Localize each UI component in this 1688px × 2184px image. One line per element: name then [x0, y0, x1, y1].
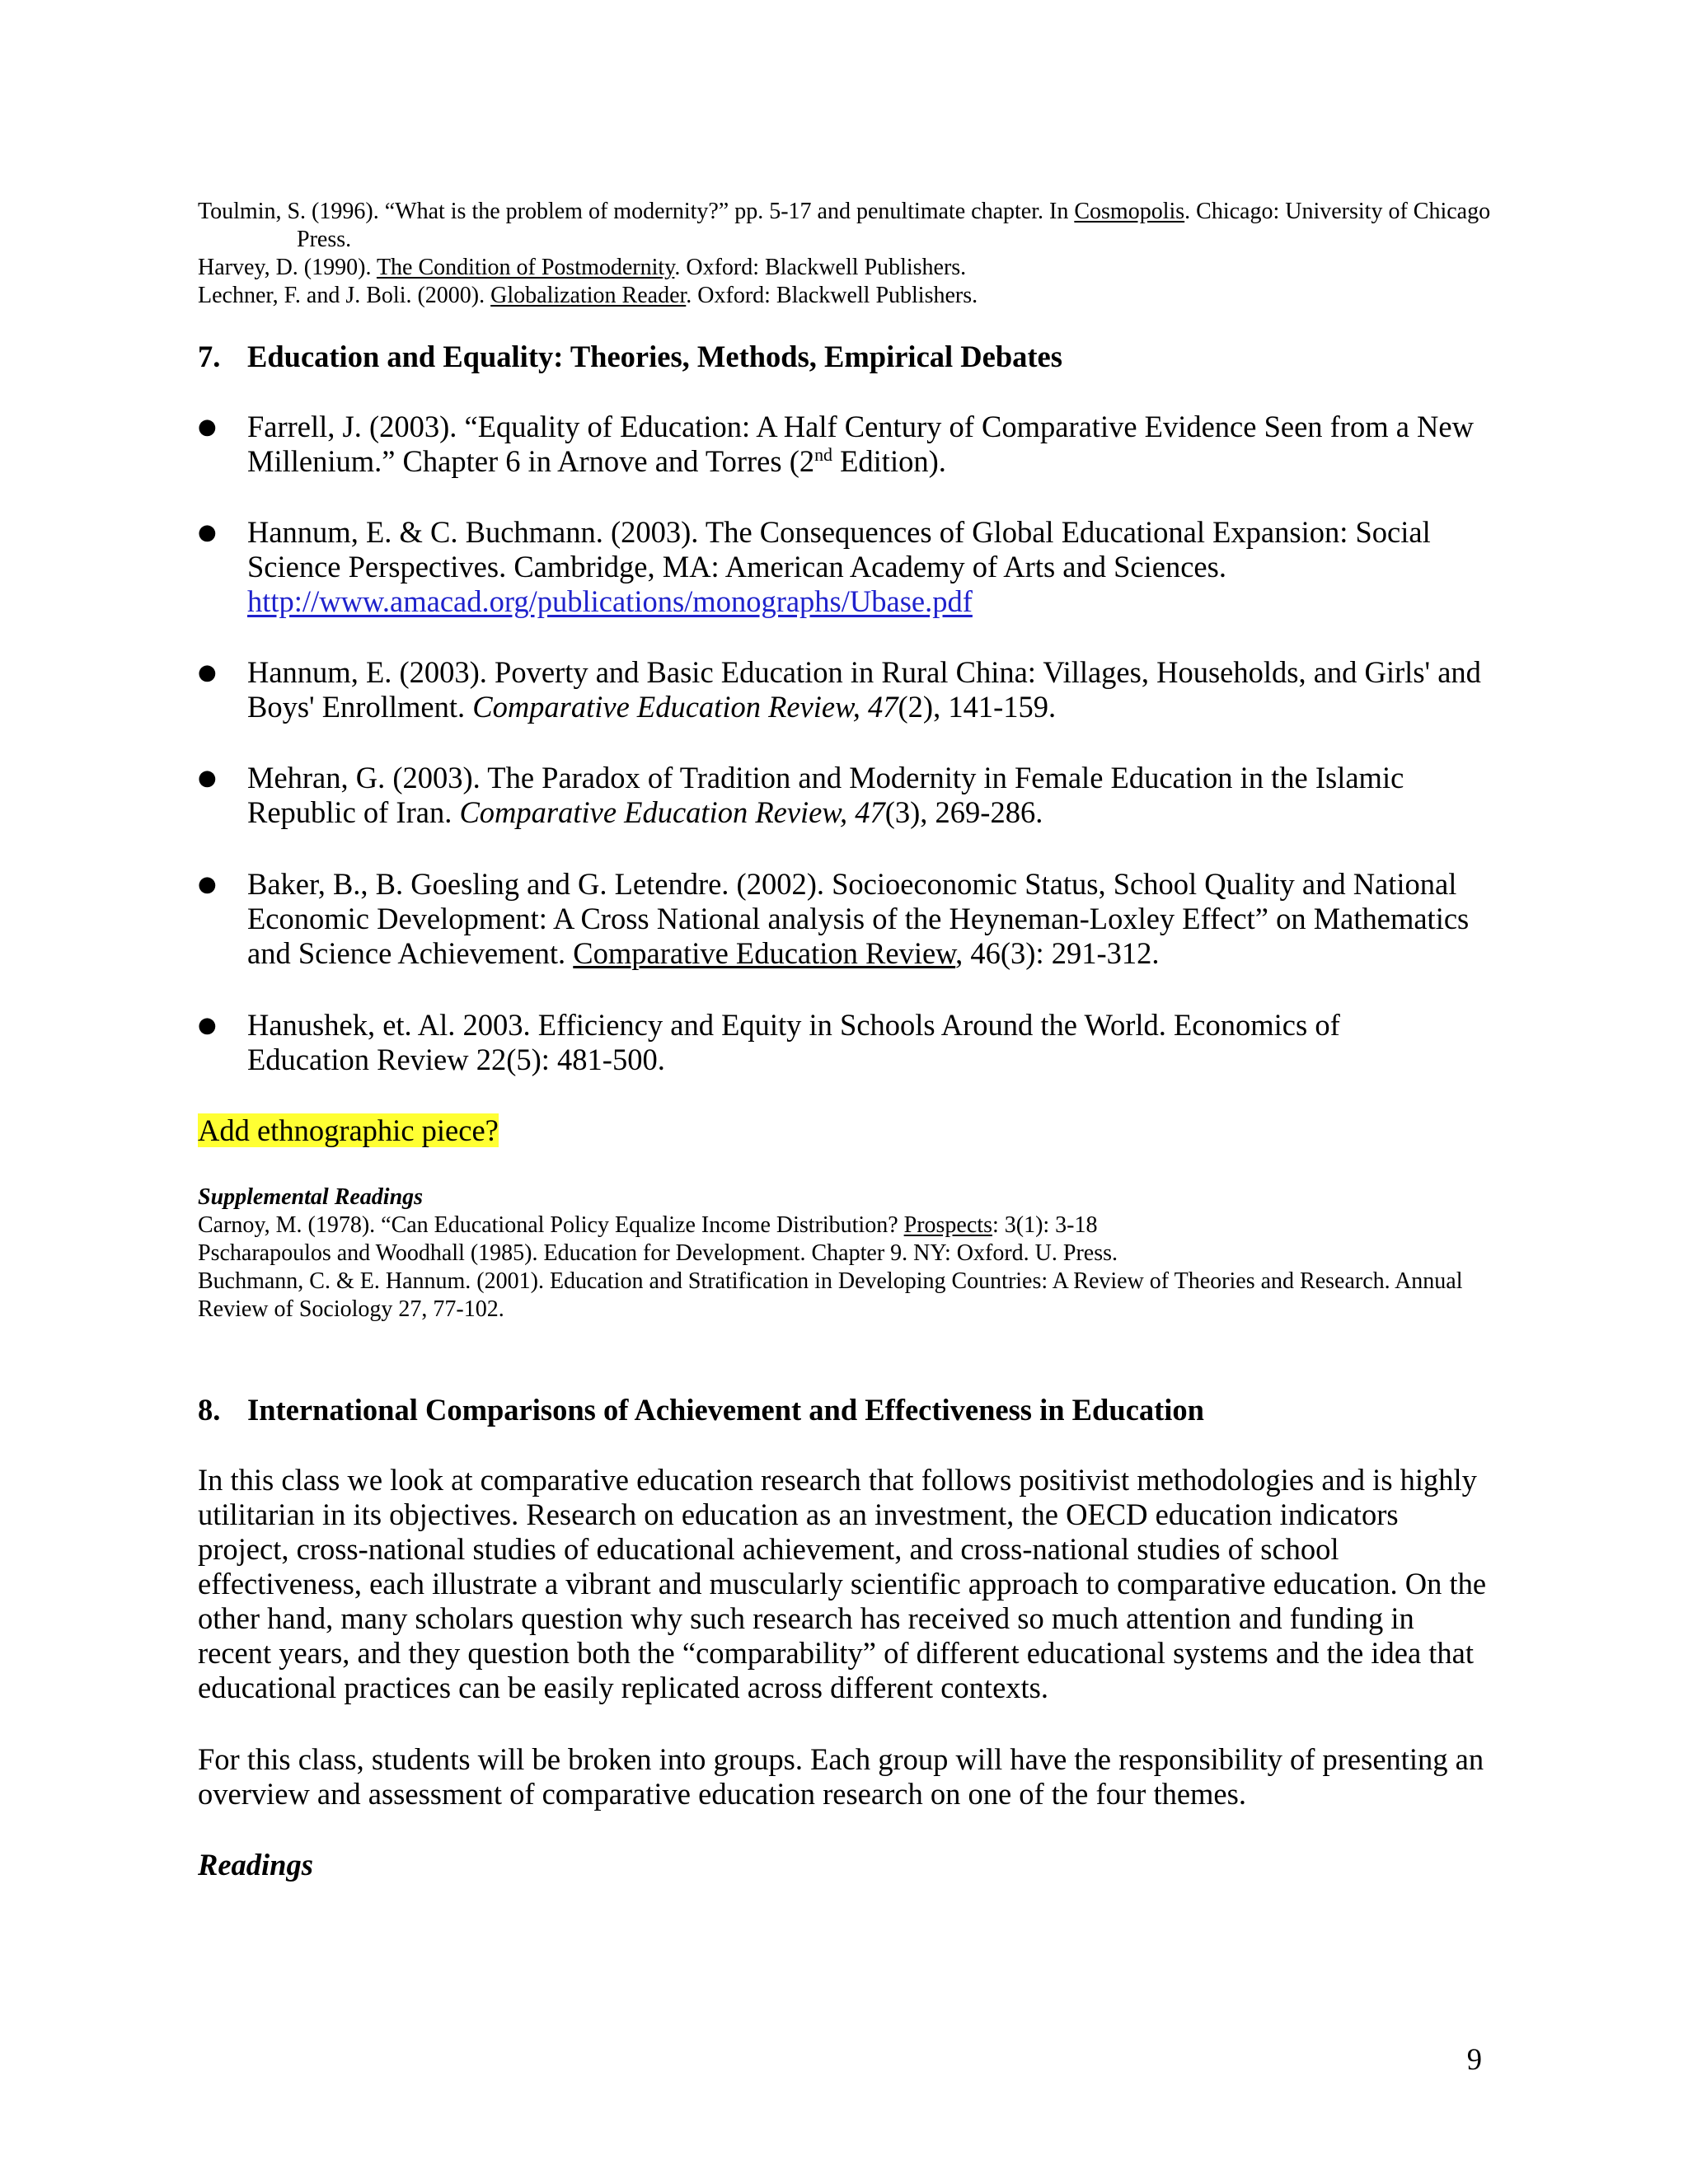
- list-item: ● Hannum, E. (2003). Poverty and Basic Education in Rural China: Villages, Households, and Girls' and Boys' Enrollment. Comparative Education Review, 47(2), 141-159.: [198, 655, 1481, 724]
- supplemental-reference-buchmann: Buchmann, C. & E. Hannum. (2001). Education and Stratification in Developing Countries: A Review of Theories and Research. Annual Review of Sociology 27, 77-102.: [198, 1268, 1463, 1322]
- section-8-groups-paragraph: For this class, students will be broken into groups. Each group will have the responsibility of presenting an overview and assessment of comparative education research on one of the four themes.: [198, 1742, 1484, 1811]
- supplemental-reference-carnoy: Carnoy, M. (1978). “Can Educational Policy Equalize Income Distribution? Prospects: 3(1): 3-18: [198, 1212, 1098, 1238]
- reference-harvey: Harvey, D. (1990). The Condition of Postmodernity. Oxford: Blackwell Publishers.: [198, 255, 967, 280]
- section-8-intro-paragraph: In this class we look at comparative education research that follows positivist methodologies and is highly utilitarian in its objectives. Research on education as an investment, the OECD education indicators project, cross-national studies of educational achievement, and cross-national studies of school effectiveness, each illustrate a vibrant and muscularly scientific approach to comparative education. On the other hand, many scholars question why such research has received so much attention and funding in recent years, and they question both the “comparability” of different educational systems and the idea that educational practices can be easily replicated across different contexts.: [198, 1463, 1487, 1704]
- bullet-icon: ●: [198, 415, 217, 439]
- list-item: ● Hannum, E. & C. Buchmann. (2003). The Consequences of Global Educational Expansion: Social Science Perspectives. Cambridge, MA: American Academy of Arts and Sciences. http://www.amacad.org/publications/monographs/Ubase.pdf: [198, 515, 1431, 618]
- section-7-heading: 7. Education and Equality: Theories, Methods, Empirical Debates: [198, 340, 1062, 373]
- bullet-icon: ●: [198, 520, 217, 545]
- bullet-icon: ●: [198, 872, 217, 897]
- ubase-pdf-link[interactable]: http://www.amacad.org/publications/monographs/Ubase.pdf: [247, 584, 973, 618]
- list-item: ● Mehran, G. (2003). The Paradox of Tradition and Modernity in Female Education in the Islamic Republic of Iran. Comparative Education Review, 47(3), 269-286.: [198, 761, 1404, 829]
- supplemental-readings-heading: Supplemental Readings: [198, 1184, 424, 1210]
- page-number: 9: [1466, 2042, 1482, 2076]
- list-item: ● Hanushek, et. Al. 2003. Efficiency and Equity in Schools Around the World. Economics of Education Review 22(5): 481-500.: [198, 1008, 1340, 1076]
- reference-toulmin: Toulmin, S. (1996). “What is the problem of modernity?” pp. 5-17 and penultimate chapter. In Cosmopolis. Chicago: University of Chicago Press.: [198, 199, 1491, 252]
- list-item: ● Baker, B., B. Goesling and G. Letendre. (2002). Socioeconomic Status, School Quality and National Economic Development: A Cross National analysis of the Heyneman-Loxley Effect” on Mathematics and Science Achievement. Comparative Education Review, 46(3): 291-312.: [198, 867, 1470, 970]
- supplemental-reference-pscharapoulos: Pscharapoulos and Woodhall (1985). Education for Development. Chapter 9. NY: Oxford. U. Press.: [198, 1240, 1118, 1266]
- section-8-heading: 8. International Comparisons of Achievement and Effectiveness in Education: [198, 1393, 1204, 1427]
- editor-note: Add ethnographic piece?: [198, 1113, 499, 1147]
- bullet-icon: ●: [198, 1013, 217, 1038]
- reference-lechner: Lechner, F. and J. Boli. (2000). Globalization Reader. Oxford: Blackwell Publishers.: [198, 283, 978, 308]
- bullet-icon: ●: [198, 660, 217, 685]
- list-item: ● Farrell, J. (2003). “Equality of Education: A Half Century of Comparative Evidence Seen from a New Millenium.” Chapter 6 in Arnove and Torres (2nd Edition).: [198, 410, 1474, 478]
- bullet-icon: ●: [198, 766, 217, 790]
- readings-heading: Readings: [198, 1848, 313, 1882]
